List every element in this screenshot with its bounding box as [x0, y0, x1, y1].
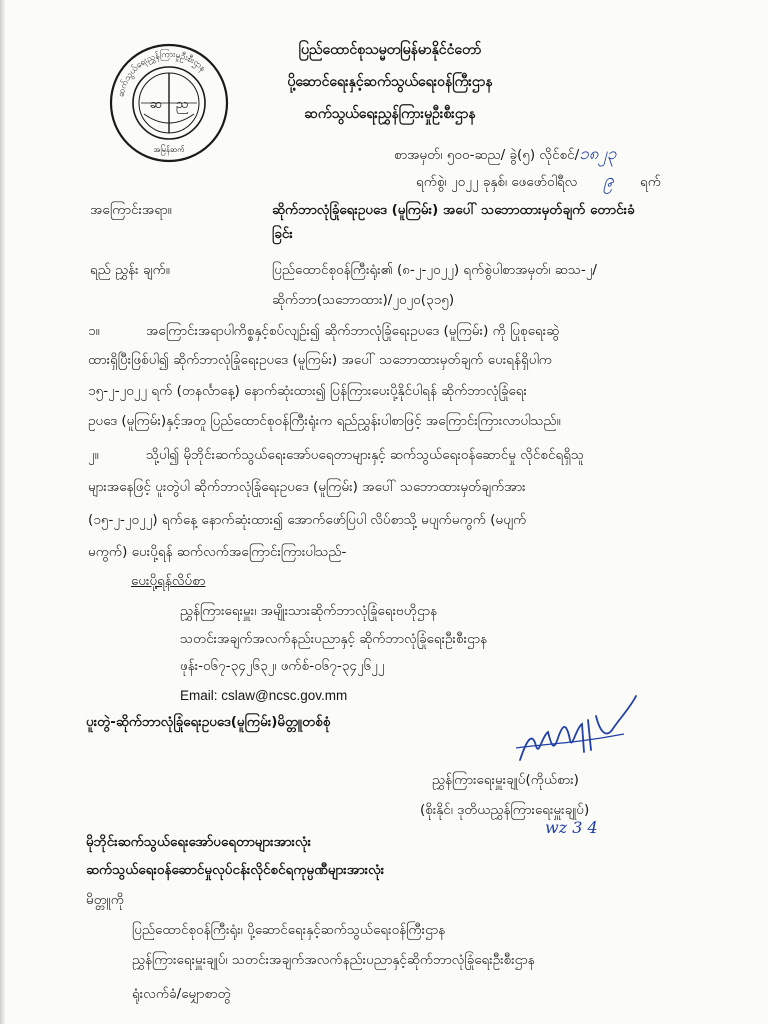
- subject-text-1: ဆိုက်ဘာလုံခြုံရေးဥပဒေ (မူကြမ်း) အပေါ် သဘောထားမှတ်ချက် တောင်းခံ: [272, 202, 635, 218]
- copy-recipient-1: ပြည်ထောင်စုဝန်ကြီးရုံး၊ ပို့ဆောင်ရေးနှင့်ဆက်သွယ်ရေးဝန်ကြီးဌာန: [132, 922, 446, 938]
- paragraph-1-line: ဥပဒေ (မူကြမ်း)နှင့်အတူ ပြည်ထောင်စုဝန်ကြီးရုံးက ရည်ညွှန်းပါစာဖြင့် အကြောင်းကြားလာပါသည်။: [88, 413, 561, 429]
- copy-recipient-3: ရုံးလက်ခံ/မျှောစာတွဲ: [132, 986, 231, 1002]
- header-line-1: ပြည်ထောင်စုသမ္မတမြန်မာနိုင်ငံတော်: [298, 42, 482, 58]
- header-line-3: ဆက်သွယ်ရေးညွှန်ကြားမှုဦးစီးဌာန: [304, 106, 476, 122]
- reference-number: စာအမှတ်၊ ၅၀၀-ဆည/ ခွဲ(၅) လိုင်စင်/၁၈၂၃: [394, 144, 617, 164]
- seal-center-left: ဆ: [149, 97, 163, 112]
- paragraph-1-line: ၁၅-၂-၂၀၂၂ ရက် (တနင်္လာနေ့) နောက်ဆုံးထား၍ ပြန်ကြားပေးပို့နိုင်ပါရန် ဆိုက်ဘာလုံခြုံရေး: [88, 383, 527, 399]
- address-line-2: သတင်းအချက်အလက်နည်းပညာနှင့် ဆိုက်ဘာလုံခြုံရေးဦးစီးဌာန: [180, 631, 488, 647]
- header-line-2: ပို့ဆောင်ရေးနှင့်ဆက်သွယ်ရေးဝန်ကြီးဌာန: [287, 74, 493, 90]
- copy-label: မိတ္တူကို: [86, 892, 124, 908]
- department-seal: [108, 42, 230, 164]
- handwritten-signature: [512, 690, 642, 770]
- copy-recipient-2: ညွှန်ကြားရေးမှူးချုပ်၊ သတင်းအချက်အလက်နည်းပညာနှင့်ဆိုက်ဘာလုံခြုံရေးဦးစီးဌာန: [132, 952, 535, 968]
- document-date: ရက်စွဲ၊ ၂၀၂၂ ခုနှစ်၊ ဖေဖော်ဝါရီလ ၉ ရက်: [416, 170, 661, 191]
- address-email: Email: cslaw@ncsc.gov.mm: [180, 688, 348, 703]
- seal-center-right: ည: [175, 97, 189, 112]
- scan-edge: [0, 0, 6, 1024]
- paragraph-2-number: ၂။: [88, 447, 99, 463]
- paragraph-2-line: များအနေဖြင့် ပူးတွဲပါ ဆိုက်ဘာလုံခြုံရေးဥပဒေ (မူကြမ်း) အပေါ် သဘောထားမှတ်ချက်အား: [88, 479, 526, 495]
- address-label: ပေးပို့ရန်လိပ်စာ: [131, 573, 206, 589]
- seal-bottom-text: အမြန်ဆက်: [153, 145, 185, 154]
- handwritten-day: ၉: [603, 170, 614, 191]
- subject-label: အကြောင်းအရာ။: [90, 202, 172, 218]
- handwritten-number: ၁၈၂၃: [579, 144, 617, 164]
- reference-text-1: ပြည်ထောင်စုဝန်ကြီးရုံး၏ (၈-၂-၂၀၂၂) ရက်စွဲပါစာအမှတ်၊ ဆသ-၂/: [272, 262, 597, 278]
- paragraph-1-number: ၁။: [88, 323, 100, 339]
- subject-text-2: ခြင်း: [272, 226, 293, 242]
- paragraph-1-line: ထားရှိပြီးဖြစ်ပါ၍ ဆိုက်ဘာလုံခြုံရေးဥပဒေ (မူကြမ်း) အပေါ် သဘောထားမှတ်ချက် ပေးရန်ရှိပါက: [88, 352, 553, 368]
- address-line-1: ညွှန်ကြားရေးမှူး၊ အမျိုးသားဆိုက်ဘာလုံခြုံရေးဗဟိုဌာန: [180, 603, 437, 619]
- signatory-name: (စိုးနိုင်၊ ဒုတိယညွှန်ကြားရေးမှူးချုပ်): [420, 802, 590, 818]
- recipient-1: မိုဘိုင်းဆက်သွယ်ရေးအော်ပရေတာများအားလုံး: [86, 834, 312, 850]
- reference-text-2: ဆိုက်ဘာ(သဘောထား)/၂၀၂၀(၃၁၅): [272, 292, 455, 308]
- seal-ring-text: ဆက်သွယ်ရေးညွှန်ကြားမှုဦးစီးဌာန: [116, 49, 208, 98]
- paragraph-1-line: အကြောင်းအရာပါကိစ္စနှင့်စပ်လျဉ်း၍ ဆိုက်ဘာလုံခြုံရေးဥပဒေ (မူကြမ်း) ကို ပြုစုရေးဆွဲ: [146, 323, 560, 339]
- paragraph-2-line: (၁၅-၂-၂၀၂၂) ရက်နေ့ နောက်ဆုံးထား၍ အောက်ဖော်ပြပါ လိပ်စာသို့ မပျက်မကွက် (မပျက်: [88, 512, 527, 528]
- reference-label: ရည် ညွှန်း ချက်။: [90, 262, 170, 278]
- paragraph-2-line: သို့ပါ၍ မိုဘိုင်းဆက်သွယ်ရေးအော်ပရေတာများနှင့် ဆက်သွယ်ရေးဝန်ဆောင်မှု လိုင်စင်ရရှိသူ: [146, 447, 585, 463]
- paragraph-2-line: မကွက်) ပေးပို့ရန် ဆက်လက်အကြောင်းကြားပါသည်-: [88, 544, 347, 560]
- address-phone: ဖုန်း-၀၆၇-၃၄၂၆၃၂၊ ဖက်စ်-၀၆၇-၃၄၂၆၂၂: [180, 658, 385, 674]
- recipient-2: ဆက်သွယ်ရေးဝန်ဆောင်မှုလုပ်ငန်းလိုင်စင်ရကုမ္ပဏီများအားလုံး: [86, 862, 385, 878]
- handwritten-initials: wz 3 4: [545, 818, 598, 837]
- signatory-title: ညွှန်ကြားရေးမှူးချုပ်(ကိုယ်စား): [432, 772, 579, 788]
- attachment-note: ပူးတွဲ-ဆိုက်ဘာလုံခြုံရေးဥပဒေ(မူကြမ်း)မိတ္တူတစ်စုံ: [86, 714, 331, 730]
